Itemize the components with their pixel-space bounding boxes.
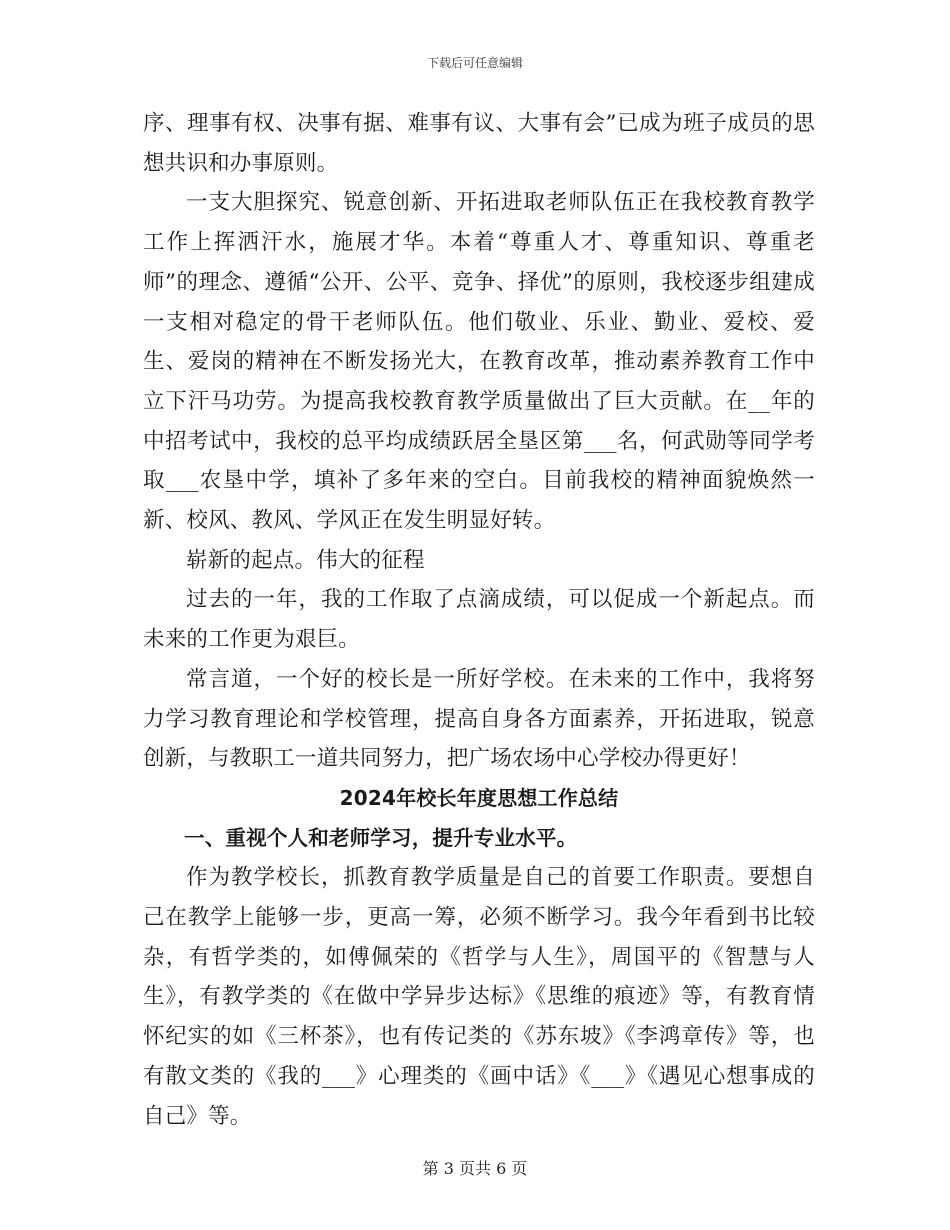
paragraph-learning: 作为教学校长，抓教育教学质量是自己的首要工作职责。要想自己在教学上能够一步，更高一筹，必须不断学习。我今年看到书比较杂，有哲学类的，如傅佩荣的《哲学与人生》，周国平的《智慧与人生》，有教学类的《在做中学异步达标》《思维的痕迹》等，有教育情怀纪实的如《三杯茶》，也有传记类的《苏东坡》《李鸿章传》等，也有散文类的《我的___》心理类的《画中话》《___》《遇见心想事成的自己》等。 xyxy=(143,865,815,1129)
document-body xyxy=(143,104,815,1136)
paragraph-past-year: 过去的一年，我的工作取了点滴成绩，可以促成一个新起点。而未来的工作更为艰巨。 xyxy=(143,587,815,653)
paragraph-continuation: 序、理事有权、决事有据、难事有议、大事有会”已成为班子成员的思想共识和办事原则。 xyxy=(143,111,815,176)
paragraph-teacher-team: 一支大胆探究、锐意创新、开拓进取老师队伍正在我校教育教学工作上挥洒汗水，施展才华。本着“尊重人才、尊重知识、尊重老师”的理念、遵循“公开、公平、竞争、择优”的原则，我校逐步组建成一支相对稳定的骨干老师队伍。他们敬业、乐业、勤业、爱校、爱生、爱岗的精神在不断发扬光大，在教育改革，推动素养教育工作中立下汗马功劳。为提高我校教育教学质量做出了巨大贡献。在__年的中招考试中，我校的总平均成绩跃居全垦区第___名，何武勋等同学考取___农垦中学，填补了多年来的空白。目前我校的精神面貌焕然一新、校风、教风、学风正在发生明显好转。 xyxy=(143,190,815,534)
page-footer: 第 3 页共 6 页 xyxy=(422,1159,528,1178)
document-title: 2024年校长年度思想工作总结 xyxy=(339,785,619,810)
paragraph-future-work: 常言道，一个好的校长是一所好学校。在未来的工作中，我将努力学习教育理论和学校管理，提高自身各方面素养，开拓进取，锐意创新，与教职工一道共同努力，把广场农场中心学校办得更好！ xyxy=(143,666,815,772)
page-header: 下载后可任意编辑 xyxy=(426,56,523,70)
section-heading-1: 一、重视个人和老师学习，提升专业水平。 xyxy=(184,825,578,850)
paragraph-new-start: 崭新的起点。伟大的征程 xyxy=(186,547,425,573)
